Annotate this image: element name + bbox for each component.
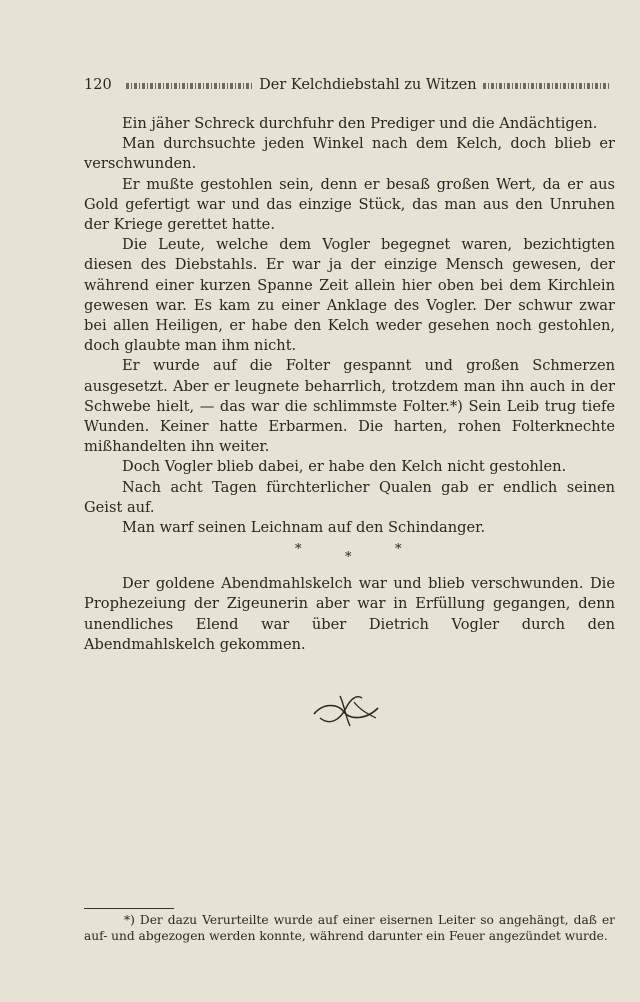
page-number: 120 [84,77,112,93]
separator-star: * [395,542,402,558]
footnote-rule [84,908,174,909]
paragraph: Nach acht Tagen fürchterlicher Qualen gab er endlich seinen Geist auf. [84,478,615,516]
header-ornament-left [126,83,253,89]
separator-star: * [345,550,352,566]
running-title: Der Kelchdiebstahl zu Witzen [259,77,477,93]
paragraph: Man durchsuchte jeden Winkel nach dem Kelch, doch blieb er verschwunden. [84,135,615,173]
paragraph: Doch Vogler blieb dabei, er habe den Kelch nicht gestohlen. [122,458,567,476]
paragraph: Er mußte gestohlen sein, denn er besaß großen Wert, da er aus Gold gefertigt war und das einzige Stück, das man aus den Unruhen der Kriege gerettet hatte. [84,175,615,234]
end-flourish-ornament [310,688,382,732]
paragraph: Ein jäher Schreck durchfuhr den Prediger und die Andächtigen. [122,115,598,132]
footnote-text: *) Der dazu Verurteilte wurde auf einer eisernen Leiter so angehängt, daß er auf- und abgezogen werden konnte, während darunter ein Feuer angezündet wurde. [84,913,615,943]
footnote [84,912,615,944]
header-ornament-right [483,83,610,89]
paragraph: Er wurde auf die Folter gespannt und großen Schmerzen ausgesetzt. Aber er leugnete beharrlich, trotzdem man ihn auch in der Schwebe hielt, — das war die schlimmste Folter.*) Sein Leib trug tiefe Wunden. Keiner hatte Erbarmen. Die harten, rohen Folterknechte mißhandelten ihn weiter. [84,357,615,456]
separator-star: * [295,542,302,558]
closing-paragraph: Der goldene Abendmahlskelch war und blieb verschwunden. Die Prophezeiung der Zigeunerin aber war in Erfüllung gegangen, denn unendliches Elend war über Dietrich Vogler durch den Abendmahlskelch gekommen. [84,575,615,653]
page-header [84,74,616,96]
body-text [84,114,615,655]
section-separator [84,538,615,574]
paragraph: Die Leute, welche dem Vogler begegnet waren, bezichtigten diesen des Diebstahls. Er war ja der einzige Mensch gewesen, der während einer kurzen Spanne Zeit allein hier oben bei dem Kirchlein gewesen war. Es kam zu einer Anklage des Vogler. Der schwur zwar bei allen Heiligen, er habe den Kelch weder gesehen noch gestohlen, doch glaubte man ihm nicht. [84,236,615,355]
paragraph: Man warf seinen Leichnam auf den Schindanger. [122,519,486,537]
